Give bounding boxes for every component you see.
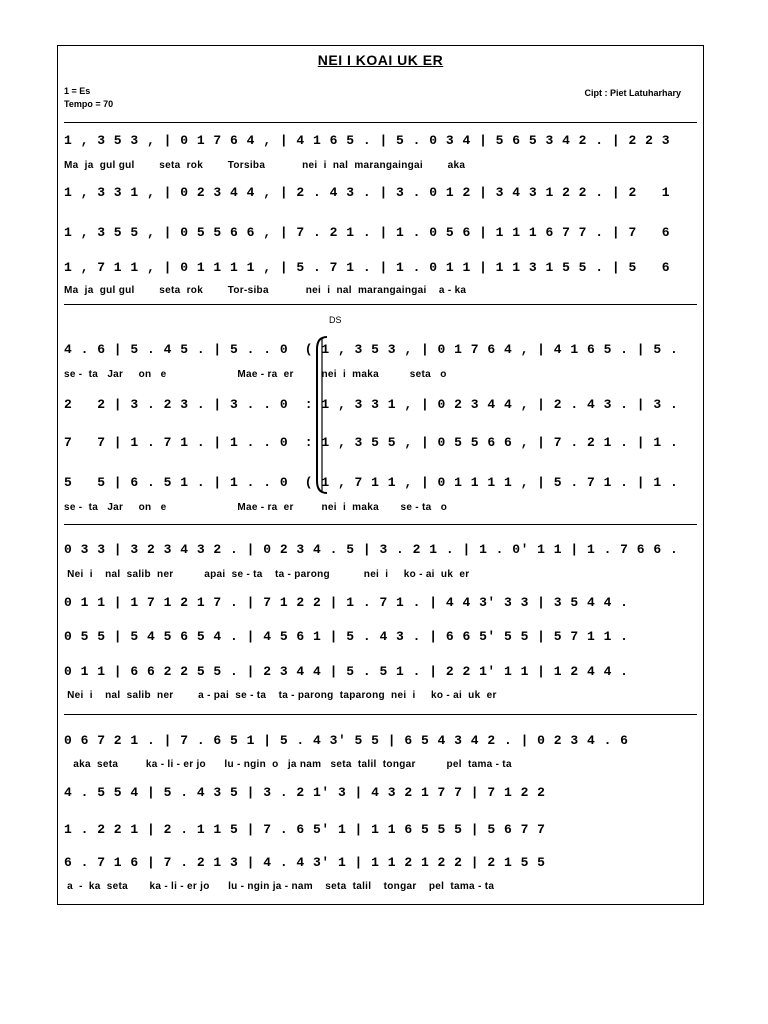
composer-credit: Cipt : Piet Latuharhary — [584, 88, 681, 98]
key-signature: 1 = Es — [64, 86, 91, 96]
notation-line: 2 2 | 3 . 2 3 . | 3 . . 0 : 1 , 3 3 1 , | 0 2 3 4 4 , | 2 . 4 3 . | 3 . — [64, 397, 679, 412]
repeat-bracket — [315, 335, 329, 495]
separator-line — [64, 714, 697, 715]
separator-line — [64, 122, 697, 123]
lyrics-line: a - ka seta ka - li - er jo lu - ngin ja - nam seta talil tongar pel tama - ta — [64, 881, 495, 892]
separator-line — [64, 524, 697, 525]
notation-line: 0 1 1 | 1 7 1 2 1 7 . | 7 1 2 2 | 1 . 7 1 . | 4 4 3' 3 3 | 3 5 4 4 . — [64, 595, 629, 610]
lyrics-line: Ma ja gul gul seta rok Torsiba nei i nal marangaingai aka — [64, 160, 466, 171]
lyrics-line: se - ta Jar on e Mae - ra er nei i maka seta o — [64, 369, 447, 380]
notation-line: 0 3 3 | 3 2 3 4 3 2 . | 0 2 3 4 . 5 | 3 . 2 1 . | 1 . 0' 1 1 | 1 . 7 6 6 . — [64, 542, 679, 557]
lyrics-line: Ma ja gul gul seta rok Tor-siba nei i nal marangaingai a - ka — [64, 285, 467, 296]
notation-line: 1 , 3 5 3 , | 0 1 7 6 4 , | 4 1 6 5 . | 5 . 0 3 4 | 5 6 5 3 4 2 . | 2 2 3 — [64, 133, 670, 148]
notation-line: 4 . 5 5 4 | 5 . 4 3 5 | 3 . 2 1' 3 | 4 3 2 1 7 7 | 7 1 2 2 — [64, 785, 546, 800]
notation-line: 0 5 5 | 5 4 5 6 5 4 . | 4 5 6 1 | 5 . 4 3 . | 6 6 5' 5 5 | 5 7 1 1 . — [64, 629, 629, 644]
lyrics-line: se - ta Jar on e Mae - ra er nei i maka se - ta o — [64, 502, 448, 513]
song-title: NEI I KOAI UK ER — [317, 52, 444, 68]
separator-line — [64, 304, 697, 305]
notation-line: 5 5 | 6 . 5 1 . | 1 . . 0 ( 1 , 7 1 1 , | 0 1 1 1 1 , | 5 . 7 1 . | 1 . — [64, 475, 679, 490]
notation-line: 6 . 7 1 6 | 7 . 2 1 3 | 4 . 4 3' 1 | 1 1 2 1 2 2 | 2 1 5 5 — [64, 855, 546, 870]
notation-line: 7 7 | 1 . 7 1 . | 1 . . 0 : 1 , 3 5 5 , | 0 5 5 6 6 , | 7 . 2 1 . | 1 . — [64, 435, 679, 450]
notation-line: 1 , 3 5 5 , | 0 5 5 6 6 , | 7 . 2 1 . | 1 . 0 5 6 | 1 1 1 6 7 7 . | 7 6 — [64, 225, 670, 240]
lyrics-line: Nei i nal salib ner a - pai se - ta ta - parong taparong nei i ko - ai uk er — [64, 690, 497, 701]
notation-line: 1 , 7 1 1 , | 0 1 1 1 1 , | 5 . 7 1 . | 1 . 0 1 1 | 1 1 3 1 5 5 . | 5 6 — [64, 260, 670, 275]
lyrics-line: Nei i nal salib ner apai se - ta ta - parong nei i ko - ai uk er — [64, 569, 470, 580]
tempo-marking: Tempo = 70 — [64, 99, 114, 109]
ds-mark: DS — [329, 315, 342, 325]
notation-line: 1 , 3 3 1 , | 0 2 3 4 4 , | 2 . 4 3 . | 3 . 0 1 2 | 3 4 3 1 2 2 . | 2 1 — [64, 185, 670, 200]
notation-line: 1 . 2 2 1 | 2 . 1 1 5 | 7 . 6 5' 1 | 1 1 6 5 5 5 | 5 6 7 7 — [64, 822, 546, 837]
score-page — [57, 45, 704, 905]
notation-line: 4 . 6 | 5 . 4 5 . | 5 . . 0 ( 1 , 3 5 3 , | 0 1 7 6 4 , | 4 1 6 5 . | 5 . — [64, 342, 679, 357]
notation-line: 0 6 7 2 1 . | 7 . 6 5 1 | 5 . 4 3' 5 5 | 6 5 4 3 4 2 . | 0 2 3 4 . 6 — [64, 733, 629, 748]
lyrics-line: aka seta ka - li - er jo lu - ngin o ja nam seta talil tongar pel tama - ta — [64, 759, 512, 770]
notation-line: 0 1 1 | 6 6 2 2 5 5 . | 2 3 4 4 | 5 . 5 1 . | 2 2 1' 1 1 | 1 2 4 4 . — [64, 664, 629, 679]
